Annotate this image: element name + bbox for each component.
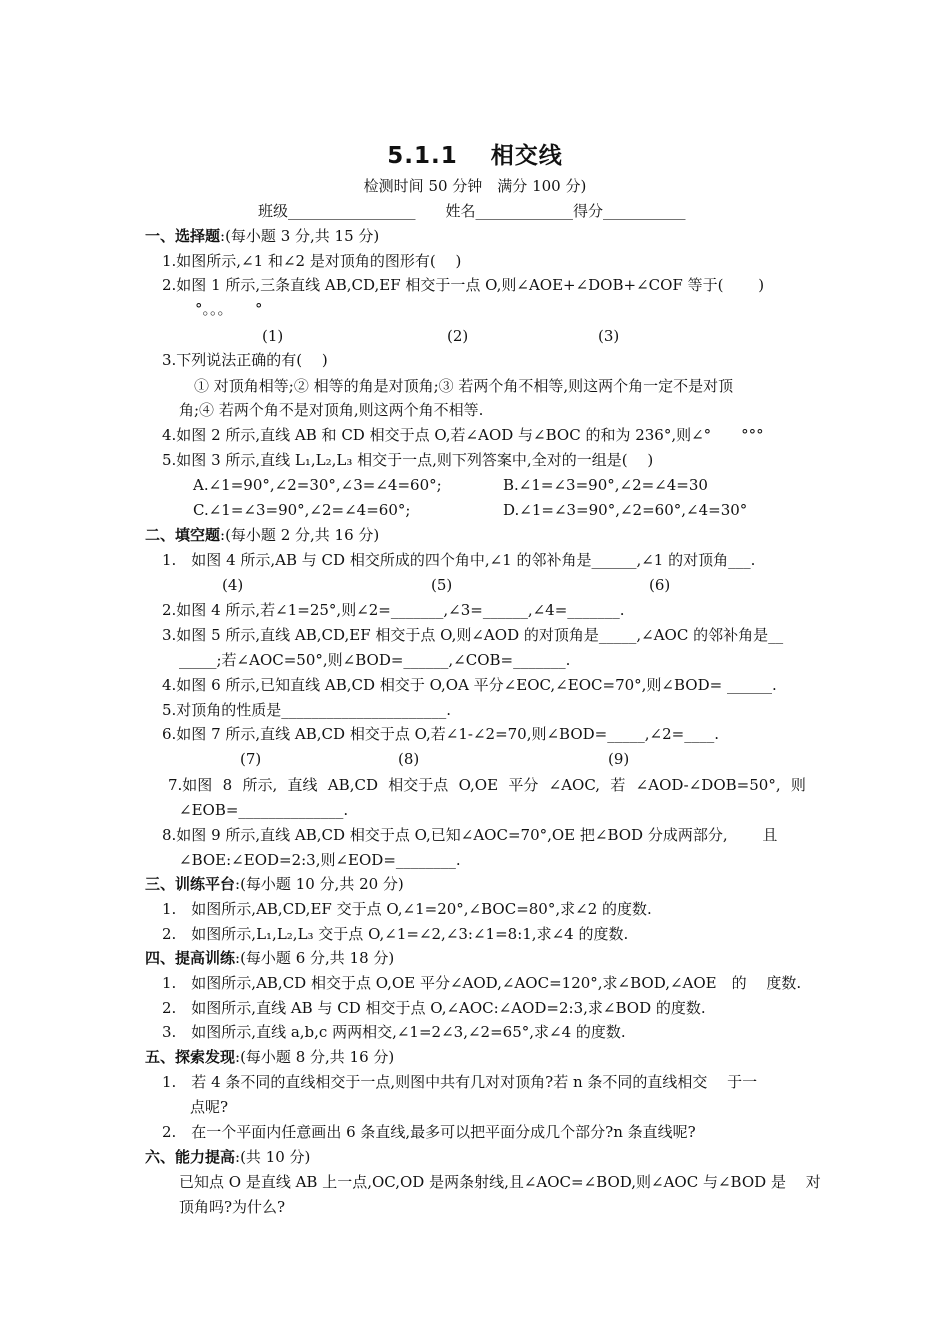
q7-word: O,OE <box>458 776 499 794</box>
figure-label-5: (5) <box>431 576 453 594</box>
s1-option-b: B.∠1=∠3=90°,∠2=∠4=30 <box>503 476 708 494</box>
s3-question-1: 1. 如图所示,AB,CD,EF 交于点 O,∠1=20°,∠BOC=80°,求∠2 的度数. <box>162 900 652 918</box>
q7-word: 8 <box>222 776 233 794</box>
s2-question-2: 2.如图 4 所示,若∠1=25°,则∠2=_______,∠3=______,∠4=_______. <box>162 601 625 619</box>
figure-label-1: (1) <box>262 327 284 345</box>
s1-question-2-marks: °。。。 ° <box>195 300 263 318</box>
figure-label-7: (7) <box>240 750 262 768</box>
s5-question-1-line-a: 1. 若 4 条不同的直线相交于一点,则图中共有几对对顶角?若 n 条不同的直线相交 于一 <box>162 1073 758 1091</box>
s6-question-line-b: 顶角吗?为什么? <box>179 1198 286 1216</box>
s3-question-2: 2. 如图所示,L₁,L₂,L₃ 交于点 O,∠1=∠2,∠3:∠1=8:1,求∠4 的度数. <box>162 925 629 943</box>
q7-word: AB,CD <box>327 776 378 794</box>
section-3-heading <box>145 874 404 894</box>
section-3-note: :(每小题 10 分,共 20 分) <box>235 875 404 893</box>
figure-label-3: (3) <box>598 327 620 345</box>
section-2-heading <box>145 525 379 545</box>
section-6-title: 六、能力提高 <box>145 1148 236 1166</box>
s1-question-1: 1.如图所示,∠1 和∠2 是对顶角的图形有( ) <box>162 252 462 270</box>
s2-question-1: 1. 如图 4 所示,AB 与 CD 相交所成的四个角中,∠1 的邻补角是______,∠1 的对顶角___. <box>162 551 756 569</box>
q7-word: ∠AOD-∠DOB=50°, <box>635 776 781 794</box>
s4-question-1: 1. 如图所示,AB,CD 相交于点 O,OE 平分∠AOD,∠AOC=120°,求∠BOD,∠AOE 的 度数. <box>162 974 802 992</box>
q7-word: 若 <box>610 776 626 794</box>
s2-question-8-line-b: ∠BOE:∠EOD=2:3,则∠EOD=________. <box>179 851 461 869</box>
s2-question-5: 5.对顶角的性质是______________________. <box>162 701 452 719</box>
s1-question-2: 2.如图 1 所示,三条直线 AB,CD,EF 相交于一点 O,则∠AOE+∠DOB+∠COF 等于( ) <box>162 276 765 294</box>
s1-option-a: A.∠1=90°,∠2=30°,∠3=∠4=60°; <box>193 476 442 494</box>
s2-question-4: 4.如图 6 所示,已知直线 AB,CD 相交于 O,OA 平分∠EOC,∠EOC=70°,则∠BOD= ______. <box>162 676 777 694</box>
s2-question-3-line-a: 3.如图 5 所示,直线 AB,CD,EF 相交于点 O,则∠AOD 的对顶角是_____,∠AOC 的邻补角是__ <box>162 626 784 644</box>
section-2-note: :(每小题 2 分,共 16 分) <box>220 526 380 544</box>
figure-label-4: (4) <box>222 576 244 594</box>
page-title: 5.1.1 相交线 <box>387 143 563 169</box>
q7-word: 所示, <box>242 776 278 794</box>
q7-word: 直线 <box>287 776 318 794</box>
s5-question-2: 2. 在一个平面内任意画出 6 条直线,最多可以把平面分成几个部分?n 条直线呢? <box>162 1123 696 1141</box>
section-3-title: 三、训练平台 <box>145 875 236 893</box>
section-2-title: 二、填空题 <box>145 526 221 544</box>
figure-label-8: (8) <box>398 750 420 768</box>
q7-word: 7.如图 <box>168 776 213 794</box>
section-1-heading <box>145 226 379 246</box>
section-4-title: 四、提高训练 <box>145 949 236 967</box>
figure-label-6: (6) <box>649 576 671 594</box>
section-1-title: 一、选择题 <box>145 227 221 245</box>
s1-question-5: 5.如图 3 所示,直线 L₁,L₂,L₃ 相交于一点,则下列答案中,全对的一组是( ) <box>162 451 654 469</box>
s4-question-2: 2. 如图所示,直线 AB 与 CD 相交于点 O,∠AOC:∠AOD=2:3,求∠BOD 的度数. <box>162 999 706 1017</box>
s6-question-line-a: 已知点 O 是直线 AB 上一点,OC,OD 是两条射线,且∠AOC=∠BOD,则∠AOC 与∠BOD 是 对 <box>179 1173 821 1191</box>
section-6-note: :(共 10 分) <box>235 1148 311 1166</box>
section-1-note: :(每小题 3 分,共 15 分) <box>220 227 380 245</box>
s2-question-7-line-a <box>168 775 806 795</box>
section-5-heading <box>145 1047 394 1067</box>
s1-question-3-line-b: 角;④ 若两个角不是对顶角,则这两个角不相等. <box>179 401 484 419</box>
subtitle: 检测时间 50 分钟 满分 100 分) <box>363 177 587 195</box>
s1-option-d: D.∠1=∠3=90°,∠2=60°,∠4=30° <box>503 501 748 519</box>
student-info-line: 班级_________________ 姓名_____________得分___________ <box>258 202 686 220</box>
q7-word: 相交于点 <box>388 776 449 794</box>
q7-word: 则 <box>790 776 806 794</box>
s5-question-1-line-b: 点呢? <box>190 1098 229 1116</box>
section-5-note: :(每小题 8 分,共 16 分) <box>235 1048 395 1066</box>
s4-question-3: 3. 如图所示,直线 a,b,c 两两相交,∠1=2∠3,∠2=65°,求∠4 的度数. <box>162 1023 626 1041</box>
section-6-heading <box>145 1147 310 1167</box>
s2-question-8-line-a: 8.如图 9 所示,直线 AB,CD 相交于点 O,已知∠AOC=70°,OE 把∠BOD 分成两部分, 且 <box>162 826 778 844</box>
section-4-note: :(每小题 6 分,共 18 分) <box>235 949 395 967</box>
q7-word: ∠AOC, <box>548 776 601 794</box>
s1-option-c: C.∠1=∠3=90°,∠2=∠4=60°; <box>193 501 411 519</box>
section-4-heading <box>145 948 394 968</box>
q7-word: 平分 <box>508 776 539 794</box>
figure-label-2: (2) <box>447 327 469 345</box>
figure-label-9: (9) <box>608 750 630 768</box>
s1-question-3: 3.下列说法正确的有( ) <box>162 351 328 369</box>
s1-question-4: 4.如图 2 所示,直线 AB 和 CD 相交于点 O,若∠AOD 与∠BOC 的和为 236°,则∠° °°° <box>162 426 764 444</box>
section-5-title: 五、探索发现 <box>145 1048 236 1066</box>
s2-question-7-line-b: ∠EOB=______________. <box>179 801 349 819</box>
s2-question-3-line-b: _____;若∠AOC=50°,则∠BOD=______,∠COB=_______. <box>179 651 571 669</box>
s1-question-3-line-a: ① 对顶角相等;② 相等的角是对顶角;③ 若两个角不相等,则这两个角一定不是对顶 <box>194 377 734 395</box>
s2-question-6: 6.如图 7 所示,直线 AB,CD 相交于点 O,若∠1-∠2=70,则∠BOD=_____,∠2=____. <box>162 725 719 743</box>
